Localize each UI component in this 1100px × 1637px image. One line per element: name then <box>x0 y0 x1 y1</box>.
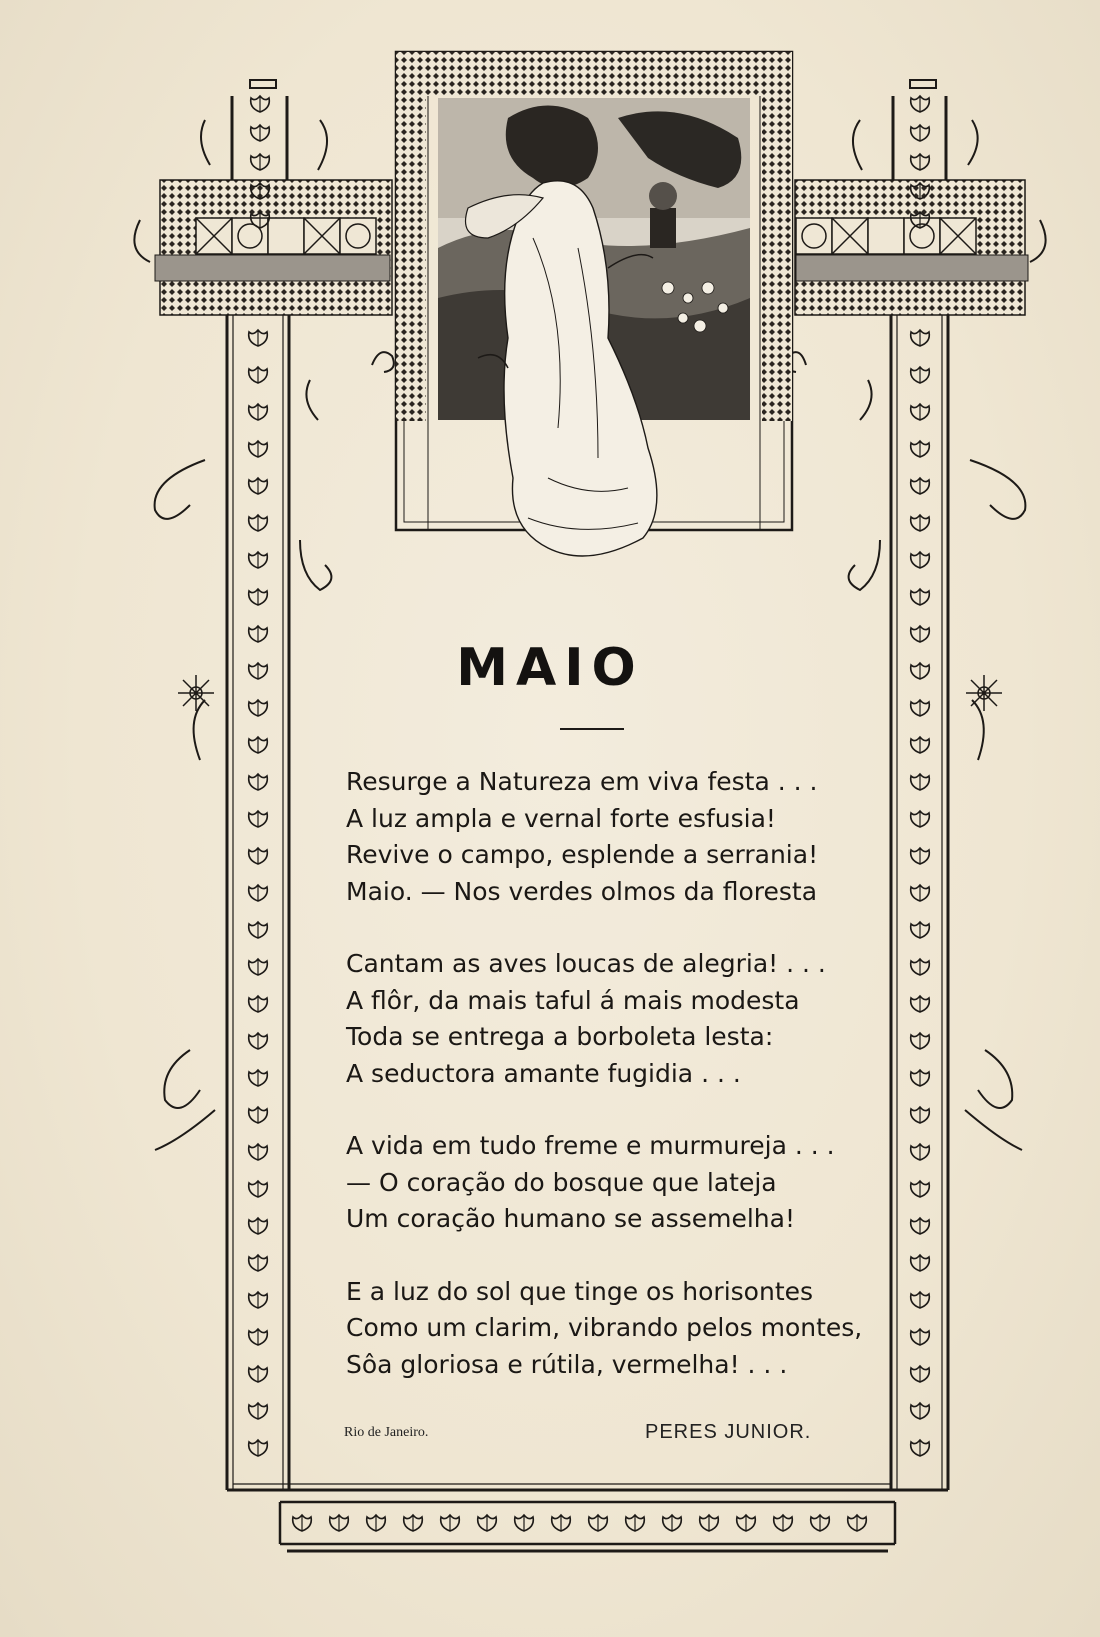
bud-ornament <box>911 811 930 827</box>
bud-ornament <box>249 478 268 494</box>
bud-ornament <box>911 589 930 605</box>
stanza <box>346 764 866 910</box>
poem-body <box>346 764 866 1419</box>
bud-ornament <box>911 96 930 112</box>
bud-ornament <box>404 1515 423 1531</box>
bud-ornament <box>663 1515 682 1531</box>
bud-ornament <box>249 885 268 901</box>
bud-ornament <box>911 367 930 383</box>
bud-ornament <box>330 1515 349 1531</box>
poem-line: A flôr, da mais taful á mais modesta <box>346 985 800 1015</box>
poem-line: A luz ampla e vernal forte esfusia! <box>346 803 776 833</box>
bud-ornament <box>251 125 270 141</box>
poem-line: Maio. — Nos verdes olmos da floresta <box>346 876 818 906</box>
bud-ornament <box>589 1515 608 1531</box>
poem-line: Como um clarim, vibrando pelos montes, <box>346 1313 863 1342</box>
bud-ornament <box>249 1440 268 1456</box>
bud-ornament <box>911 1329 930 1345</box>
bud-ornament <box>249 441 268 457</box>
bud-ornament <box>911 885 930 901</box>
bud-ornament <box>249 515 268 531</box>
bud-ornament <box>251 96 270 112</box>
bud-ornament <box>249 367 268 383</box>
bud-ornament <box>249 1070 268 1086</box>
bud-ornament <box>367 1515 386 1531</box>
bud-ornament <box>811 1515 830 1531</box>
poem-line: Sôa gloriosa e rútila, vermelha! . . . <box>346 1349 788 1379</box>
title-divider <box>560 728 624 730</box>
bud-ornament <box>911 774 930 790</box>
bud-ornament <box>249 1329 268 1345</box>
bud-ornament <box>249 959 268 975</box>
bud-ornament <box>911 441 930 457</box>
author-signature: PERES JUNIOR. <box>645 1421 812 1443</box>
poem-line: A seductora amante fugidia . . . <box>346 1058 741 1088</box>
bud-ornament <box>249 1218 268 1234</box>
poem-line: Cantam as aves loucas de alegria! . . . <box>346 949 826 978</box>
bud-ornament <box>249 1181 268 1197</box>
poem-line: — O coração do bosque que lateja <box>346 1167 777 1197</box>
bud-ornament <box>249 922 268 938</box>
poem-line: Um coração humano se assemelha! <box>346 1204 795 1233</box>
bud-ornament <box>249 737 268 753</box>
bud-ornament <box>911 737 930 753</box>
bud-ornament <box>552 1515 571 1531</box>
poem-title: MAIO <box>456 638 644 698</box>
bud-ornament <box>911 848 930 864</box>
bud-ornament <box>911 330 930 346</box>
bud-ornament <box>911 1181 930 1197</box>
bud-ornament <box>911 552 930 568</box>
bud-ornament <box>737 1515 756 1531</box>
bud-ornament <box>911 1033 930 1049</box>
poem-line: A vida em tudo freme e murmureja . . . <box>346 1131 835 1160</box>
bud-ornament <box>249 700 268 716</box>
bud-ornament <box>911 1440 930 1456</box>
bud-ornament <box>249 1403 268 1419</box>
bud-ornament <box>249 848 268 864</box>
bud-ornament <box>911 1403 930 1419</box>
bud-ornament <box>249 330 268 346</box>
stanza <box>346 1274 866 1384</box>
bud-ornament <box>249 811 268 827</box>
bud-ornament <box>911 125 930 141</box>
bud-ornament <box>293 1515 312 1531</box>
bud-ornament <box>911 404 930 420</box>
bud-ornament <box>700 1515 719 1531</box>
stanza <box>346 946 866 1092</box>
poem-line: E a luz do sol que tinge os horisontes <box>346 1276 814 1306</box>
bud-ornament <box>478 1515 497 1531</box>
bud-ornament <box>911 1255 930 1271</box>
bud-ornament <box>251 154 270 170</box>
bud-ornament <box>249 1144 268 1160</box>
bud-ornament <box>911 1366 930 1382</box>
bud-ornament <box>911 996 930 1012</box>
bud-ornament <box>911 1107 930 1123</box>
bud-ornament <box>911 700 930 716</box>
bud-ornament <box>911 515 930 531</box>
bud-ornament <box>249 774 268 790</box>
bud-ornament <box>249 1255 268 1271</box>
bud-ornament <box>249 589 268 605</box>
bud-ornament <box>249 1107 268 1123</box>
poem-line: Resurge a Natureza em viva festa . . . <box>346 767 818 796</box>
bud-ornament <box>848 1515 867 1531</box>
bud-ornament <box>911 154 930 170</box>
bud-ornament <box>626 1515 645 1531</box>
place-signature: Rio de Janeiro. <box>344 1425 429 1440</box>
stanza <box>346 1128 866 1238</box>
bud-ornament <box>249 1366 268 1382</box>
bud-ornament <box>911 478 930 494</box>
bud-ornament <box>911 922 930 938</box>
poem-line: Revive o campo, esplende a serrania! <box>346 840 819 869</box>
bud-ornament <box>249 1033 268 1049</box>
bud-ornament <box>774 1515 793 1531</box>
bud-ornament <box>249 996 268 1012</box>
bud-ornament <box>441 1515 460 1531</box>
bud-ornament <box>911 1218 930 1234</box>
poem-line: Toda se entrega a borboleta lesta: <box>346 1022 774 1051</box>
bud-ornament <box>249 552 268 568</box>
bud-ornament <box>515 1515 534 1531</box>
bud-ornament <box>911 1070 930 1086</box>
bud-ornament <box>911 1292 930 1308</box>
bud-ornament <box>249 1292 268 1308</box>
bud-ornament <box>911 959 930 975</box>
bud-ornament <box>911 1144 930 1160</box>
illustration-woman-engraving <box>438 98 750 570</box>
bud-ornament <box>249 404 268 420</box>
